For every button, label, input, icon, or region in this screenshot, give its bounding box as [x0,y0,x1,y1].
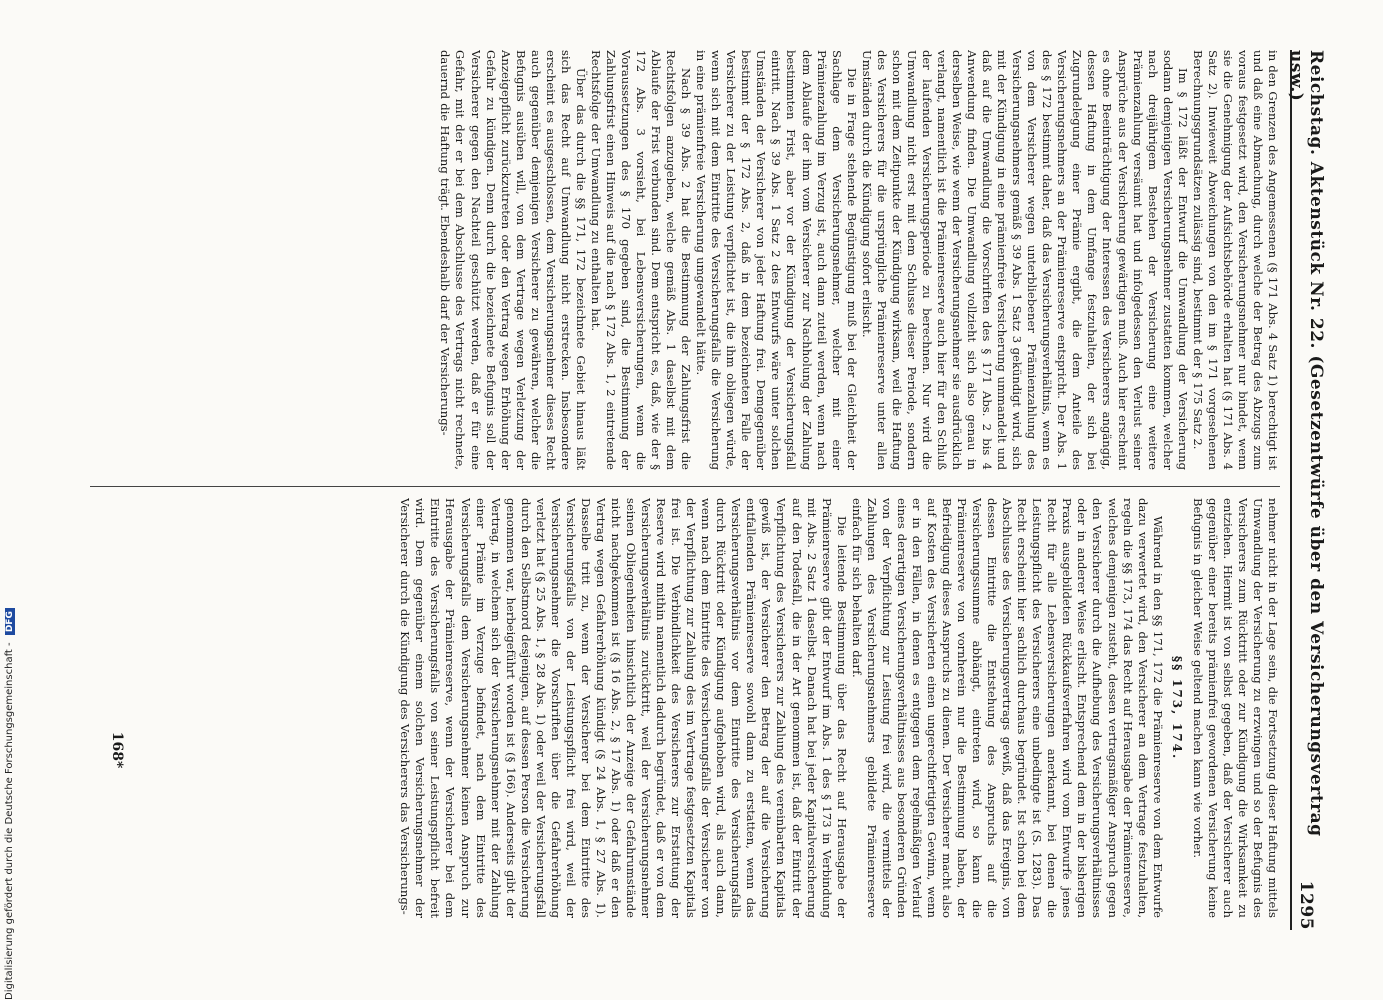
paragraph: nehmer nicht in der Lage sein, die Fortsetzung dieser Haftung mittels Umwandlung der Versicherung zu erzwingen und so der Befugnis des Versicherers zum Rücktritt oder zur Kündigung die Wirksamkeit zu entziehen. Hiermit ist von selbst gegeben, daß der Versicherer auch gegenüber einer bereits prämienfrei gewordenen Versicherung keine Befugnis in gleicher Weise geltend machen kann wie vorher. [1190,498,1280,918]
section-heading: §§ 173, 174. [1169,655,1184,761]
paragraph: Die leitende Bestimmung über das Recht auf Herausgabe der Prämienreserve gibt der Entwurf im Abs. 1 des § 173 in Verbindung mit Abs. 2 Satz 1 daselbst. Danach hat bei jeder Kapitalversicherung auf den Todesfall, die in der Art genommen ist, daß der Eintritt der Verpflichtung des Versicherers zur Zahlung des vereinbarten Kapitals gewiß ist, der Versicherer den Betrag der auf die Versicherung entfallenden Prämienreserve sowohl dann zu erstatten, wenn das Versicherungsverhältnis vor dem Eintritte des Versicherungsfalls durch Rücktritt oder Kündigung aufgehoben wird, als auch dann, wenn nach dem Eintritte des Versicherungsfalls der Versicherer von der Verpflichtung zur Zahlung des im Vertrage festgesetzten Kapitals frei ist. Die Verbindlichkeit des Versicherers zur Erstattung der Reserve wird mithin namentlich dadurch begründet, daß er von dem Versicherungsverhältnis zurücktritt, weil der Versicherungsnehmer seinen Obliegenheiten hinsichtlich der Anzeige der Gefahrumstände nicht nachgekommen ist (§ 16 Abs. 2, § 17 Abs. 1) oder daß er den Vertrag wegen Gefahrerhöhung kündigt (§ 24 Abs. 1, § 27 Abs. 1). Dasselbe tritt zu, wenn der Versicherer bei dem Eintritte des Versicherungsfalls von der Leistungspflicht frei wird, weil der Versicherungsnehmer die Vorschriften über die Gefahrerhöhung verletzt hat (§ 25 Abs. 1, § 28 Abs. 1) oder weil der Versicherungsfall durch den Selbstmord desjenigen, auf dessen Person die Versicherung genommen war, herbeigeführt worden ist (§ 166). Anderseits gibt der Vertrag, in welchem sich der Versicherungsnehmer mit der Zahlung einer Prämie im Verzuge befindet, nach dem Eintritte des Versicherungsfalls dem Versicherungsnehmer keinen Anspruch zur Herausgabe der Prämienreserve, wenn der Versicherer bei dem Eintritte des Versicherungsfalls von seiner Leistungspflicht befreit wird. Dem gegenüber einem solchen Versicherungsnehmer der Versicherer durch die Kündigung des Versicherers das Versicherungs- [398,498,849,918]
dfg-logo: DFG [5,608,15,635]
right-column [70,498,1280,918]
page-number: 1295 [1296,880,1316,930]
paragraph: Die in Frage stehende Begünstigung muß bei der Gleichheit der Sachlage dem Versicherungsnehmer, welcher mit einer Prämienzahlung im Verzug ist, auch dann zuteil werden, wenn nach dem Ablaufe der ihm vom Versicherer zur Nachholung der Zahlung bestimmten Frist, aber vor der Kündigung der Versicherungsfall eintritt. Nach § 39 Abs. 1 Satz 2 des Entwurfs wäre unter solchen Umständen der Versicherer von jeder Haftung frei. Demgegenüber bestimmt der § 172 Abs. 2, daß in dem bezeichneten Falle der Versicherer zu der Leistung verpflichtet ist, die ihm obliegen würde, wenn sich mit dem Eintritte des Versicherungsfalls die Versicherung in eine prämienfreie Versicherung umgewandelt hätte. [694,50,859,470]
paragraph: Über das durch die §§ 171, 172 bezeichnete Gebiet hinaus läßt sich das Recht auf Umwandlung nicht erstrecken. Insbesondere erscheint es ausgeschlossen, dem Versicherungsnehmer dieses Recht auch gegenüber demjenigen Versicherer zu gewähren, welcher die Befugnis ausüben will, von dem Vertrage wegen Verletzung der Anzeigepflicht zurückzutreten oder den Vertrag wegen Erhöhung der Gefahr zu kündigen. Denn durch die bezeichnete Befugnis soll der Versicherer gegen den Nachteil geschützt werden, daß er für eine Gefahr, mit der er bei dem Abschlusse des Vertrags nicht rechnete, dauernd die Haftung trägt. Ebendeshalb darf der Versicherungs- [438,50,588,470]
page-title: Reichstag. Aktenstück Nr. 22. (Gesetzentwürfe über den Versicherungsvertrag usw.) [1286,50,1326,837]
column-divider [90,486,1280,487]
paragraph: Im § 172 läßt der Entwurf die Umwandlung der Versicherung sodann demjenigen Versicherungsnehmer zustatten kommen, welcher nach dreijährigem Bestehen der Versicherung eine weitere Prämienzahlung versäumt hat und infolgedessen den Verlust seiner Ansprüche aus der Versicherung gewärtigen muß. Auch hier erscheint es ohne Beeinträchtigung der Interessen des Versicherers angängig, dessen Haftung in dem Umfange festzuhalten, der sich bei Zugrundelegung einer Prämie ergibt, die dem Anteile des Versicherungsnehmers an der Prämienreserve entspricht. Der Abs. 1 des § 172 bestimmt daher, daß das Versicherungsverhältnis, wenn es von dem Versicherer wegen unterbliebener Prämienzahlung des Versicherungsnehmers gemäß § 39 Abs. 1 Satz 3 gekündigt wird, sich mit der Kündigung in eine prämienfreie Versicherung ummandelt und daß auf die Umwandlung die Vorschriften des § 171 Abs. 2 bis 4 Anwendung finden. Die Umwandlung vollzieht sich also genau in derselben Weise, wie wenn der Versicherungsnehmer sie ausdrücklich verlangt, namentlich ist die Prämienreserve auch hier für den Schluß der laufenden Versicherungsperiode zu berechnen. Nur wird die Umwandlung nicht erst mit dem Schlusse dieser Periode, sondern schon mit dem Zeitpunkte der Kündigung wirksam, weil die Haftung des Versicherers für die ursprüngliche Prämienreserve unter allen Umständen durch die Kündigung sofort erlischt. [859,50,1190,470]
digitization-note [4,0,15,1000]
paragraph: Während in den §§ 171, 172 die Prämienreserve von dem Entwurfe dazu verwertet wird, den Versicherer an dem Vertrage festzuhalten, regeln die §§ 173, 174 das Recht auf Herausgabe der Prämienreserve, welches demjenigen zusteht, dessen vertragsmäßiger Anspruch gegen den Versicherer durch die Aufhebung des Versicherungsverhältnisses oder in anderer Weise erlischt. Entsprechend dem in der bisherigen Praxis ausgebildeten Rückkaufsverfahren wird vom Entwurfe jenes Recht für alle Lebensversicherungen anerkannt, bei denen die Leistungspflicht des Versicherers eine unbedingte ist (S. 1283). Das Recht erscheint hier sachlich durchaus begründet. Ist schon bei dem Abschlusse des Versicherungsvertrags gewiß, daß das Ereignis, von dessen Eintritte die Entstehung des Anspruchs auf die Versicherungssumme abhängt, eintreten wird, so kann die Prämienreserve von vornherein nur die Bestimmung haben, der Befriedigung dieses Anspruchs zu dienen. Der Versicherer macht also auf Kosten des Versicherten einen ungerechtfertigten Gewinn, wenn er in den Fällen, in denen es entgegen dem regelmäßigen Verlauf eines derartigen Versicherungsverhältnisses aus besonderen Gründen von der Verpflichtung zur Leistung frei wird, die vermittels der Zahlungen des Versicherungsnehmers gebildete Prämienreserve einfach für sich behalten darf. [849,498,1165,918]
paragraph: Nach § 39 Abs. 2 hat die Bestimmung der Zahlungsfrist die Rechtsfolgen anzugeben, welche gemäß Abs. 1 daselbst mit dem Ablaufe der Frist verbunden sind. Dem entspricht es, daß, wie der § 172 Abs. 3 vorsieht, bei Lebensversicherungen, wenn die Voraussetzungen des § 170 gegeben sind, die Bestimmung der Zahlungsfrist einen Hinweis auf die nach § 172 Abs. 1, 2 eintretende Rechtsfolge der Umwandlung zu enthalten hat. [588,50,694,470]
left-column [70,50,1280,470]
digitization-text: Digitalisierung gefördert durch die Deutsche Forschungsgemeinschaft - [4,642,15,1000]
page-header [1286,50,1326,930]
paragraph: in den Grenzen des Angemessenen (§ 171 Abs. 4 Satz 1) berechtigt ist und daß eine Abmachung, durch welche der Betrag des Abzugs zum voraus festgesetzt wird, den Versicherungsnehmer nur bindet, wenn sie die Genehmigung der Aufsichtsbehörde erhalten hat (§ 171 Abs. 4 Satz 2). Inwieweit Abweichungen von den im § 171 vorgesehenen Berechnungsgrundsätzen zulässig sind, bestimmt der § 175 Satz 2. [1190,50,1280,470]
rotated-page [60,50,1326,930]
signature-mark: 168* [109,731,125,769]
